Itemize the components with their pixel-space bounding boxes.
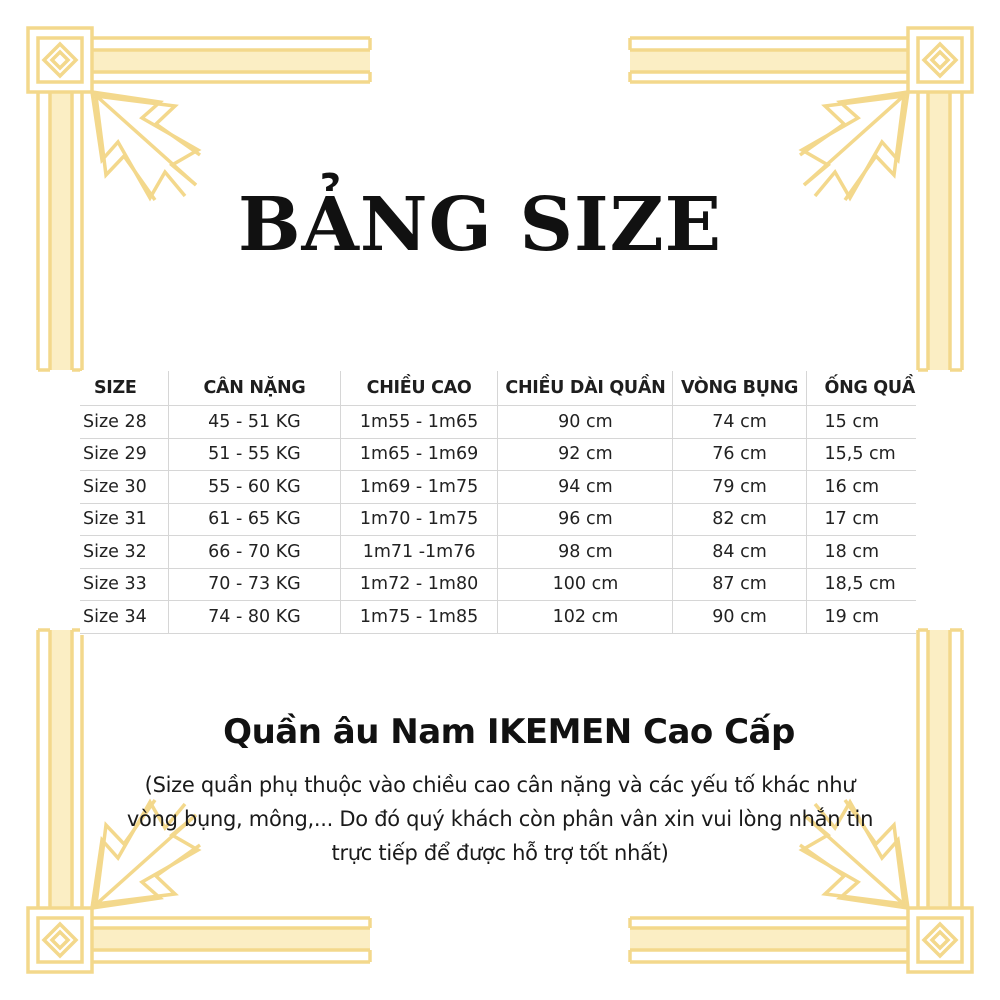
table-cell: 15 cm (806, 406, 916, 439)
table-cell: 1m65 - 1m69 (340, 438, 498, 471)
table-cell: 74 - 80 KG (169, 601, 341, 634)
table-cell: 1m69 - 1m75 (340, 471, 498, 504)
table-row (80, 601, 916, 634)
table-cell: 1m75 - 1m85 (340, 601, 498, 634)
table-cell: Size 31 (80, 503, 169, 536)
column-header-waist: VÒNG BỤNG (673, 371, 806, 406)
table-cell: Size 34 (80, 601, 169, 634)
table-body (80, 406, 916, 634)
table-cell: 84 cm (673, 536, 806, 569)
table-cell: 94 cm (498, 471, 673, 504)
table-row (80, 503, 916, 536)
table-cell: Size 30 (80, 471, 169, 504)
table-cell: 87 cm (673, 568, 806, 601)
table-cell: 45 - 51 KG (169, 406, 341, 439)
table-cell: 61 - 65 KG (169, 503, 341, 536)
size-table-container (80, 371, 916, 635)
table-cell: 90 cm (498, 406, 673, 439)
table-cell: 16 cm (806, 471, 916, 504)
table-cell: 92 cm (498, 438, 673, 471)
table-cell: 76 cm (673, 438, 806, 471)
table-cell: 51 - 55 KG (169, 438, 341, 471)
column-header-height: CHIỀU CAO (340, 371, 498, 406)
table-cell: 1m55 - 1m65 (340, 406, 498, 439)
column-header-leg-opening: ỐNG QUẦ (806, 371, 916, 406)
size-table (80, 371, 916, 634)
table-cell: 18 cm (806, 536, 916, 569)
product-name: Quần âu Nam IKEMEN Cao Cấp (223, 712, 795, 752)
note-line: (Size quần phụ thuộc vào chiều cao cân nặng và các yếu tố khác như (144, 773, 856, 797)
table-cell: 15,5 cm (806, 438, 916, 471)
note-line: vòng bụng, mông,... Do đó quý khách còn phân vân xin vui lòng nhắn tin (126, 807, 874, 831)
table-cell: 1m70 - 1m75 (340, 503, 498, 536)
table-cell: 102 cm (498, 601, 673, 634)
table-cell: 90 cm (673, 601, 806, 634)
table-cell: 1m71 -1m76 (340, 536, 498, 569)
page-title: BẢNG SIZE (237, 182, 723, 268)
table-cell: 1m72 - 1m80 (340, 568, 498, 601)
column-header-length: CHIỀU DÀI QUẦN (498, 371, 673, 406)
column-header-weight: CÂN NẶNG (169, 371, 341, 406)
table-cell: Size 32 (80, 536, 169, 569)
table-cell: 55 - 60 KG (169, 471, 341, 504)
table-cell: 18,5 cm (806, 568, 916, 601)
table-cell: 98 cm (498, 536, 673, 569)
table-row (80, 568, 916, 601)
table-cell: Size 29 (80, 438, 169, 471)
table-header-row (80, 371, 916, 406)
table-cell: Size 28 (80, 406, 169, 439)
table-cell: 96 cm (498, 503, 673, 536)
note-line: trực tiếp để được hỗ trợ tốt nhất) (331, 841, 669, 865)
table-cell: 70 - 73 KG (169, 568, 341, 601)
table-row (80, 406, 916, 439)
table-cell: 17 cm (806, 503, 916, 536)
table-cell: Size 33 (80, 568, 169, 601)
table-cell: 79 cm (673, 471, 806, 504)
table-row (80, 438, 916, 471)
table-cell: 82 cm (673, 503, 806, 536)
table-cell: 19 cm (806, 601, 916, 634)
table-cell: 74 cm (673, 406, 806, 439)
column-header-size: SIZE (80, 371, 169, 406)
table-cell: 100 cm (498, 568, 673, 601)
table-row (80, 471, 916, 504)
size-note (95, 768, 905, 870)
table-row (80, 536, 916, 569)
table-cell: 66 - 70 KG (169, 536, 341, 569)
